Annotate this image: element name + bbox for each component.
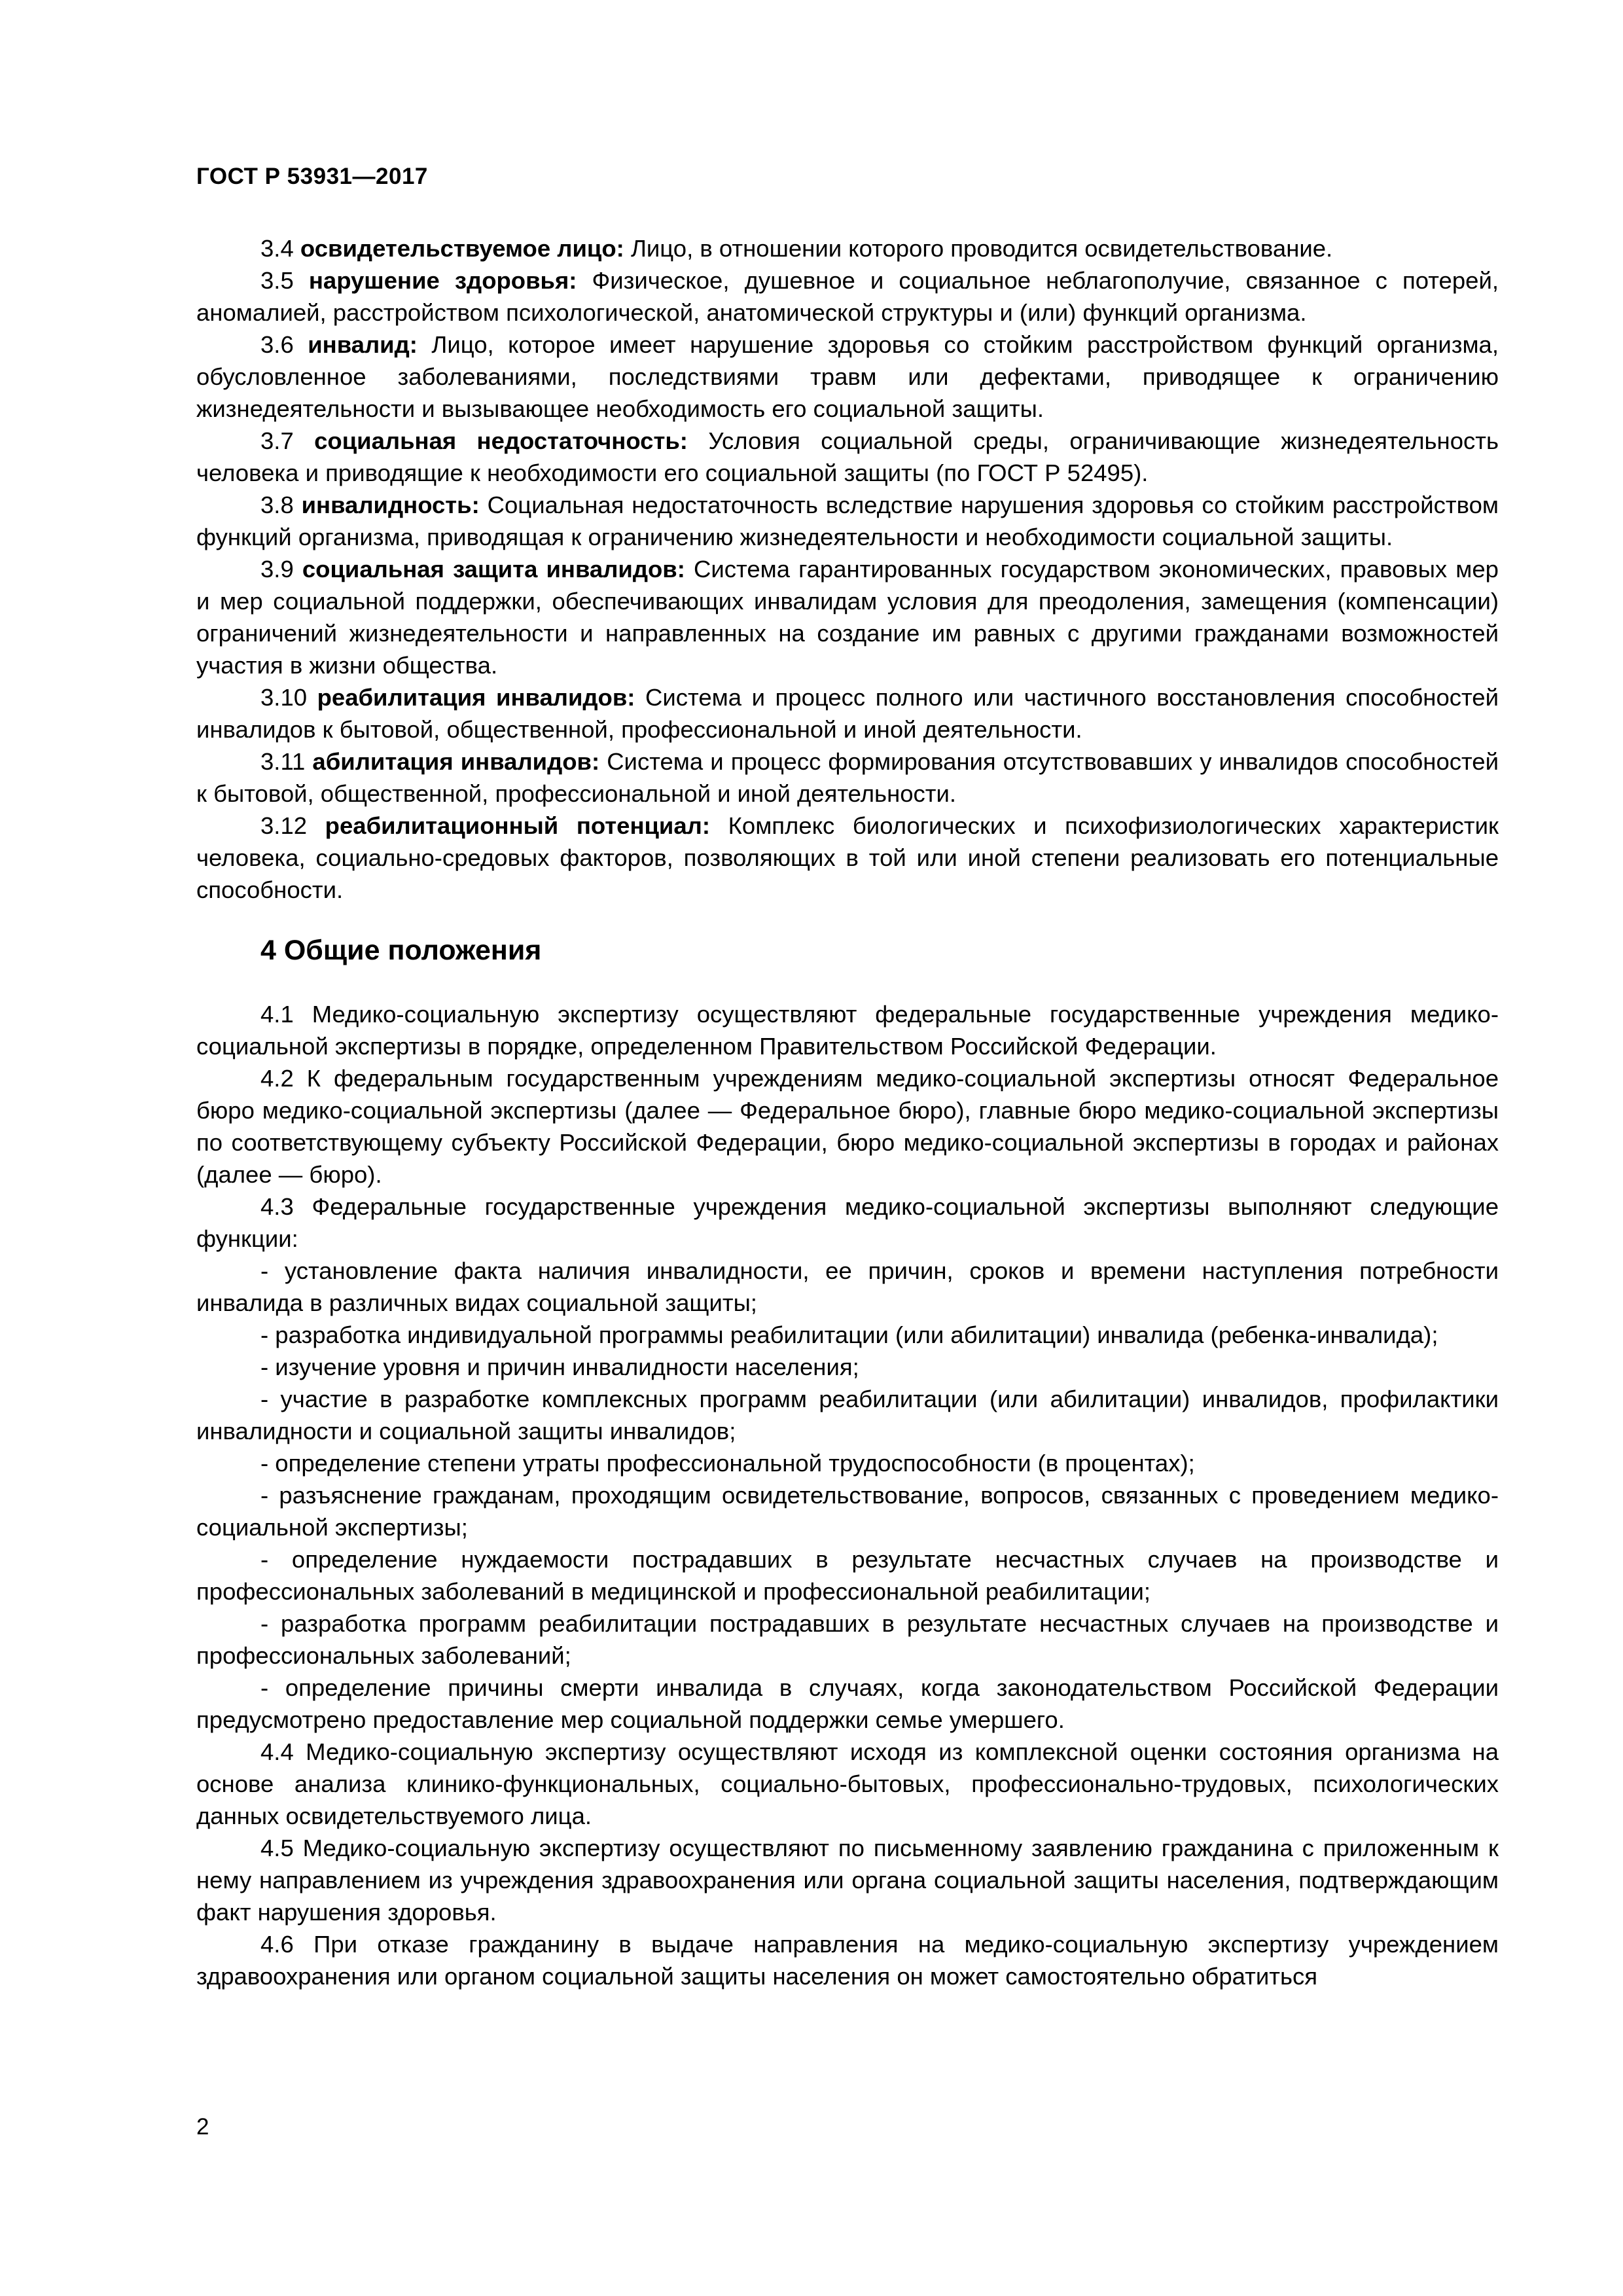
paragraph-4-4: 4.4 Медико-социальную экспертизу осуществляют исходя из комплексной оценки состояния организма на основе анализа клинико-функциональных, социально-бытовых, профессионально-трудовых, психологических данных освидетельствуемого лица. [196, 1738, 1499, 1829]
definition-text: Система и процесс полного или частичного восстановления способностей инвалидов к бытовой, общественной, профессиональной и иной деятельности. [196, 684, 1499, 743]
definition-3-11 [196, 745, 1499, 810]
definition-text: Условия социальной среды, ограничивающие жизнедеятельность человека и приводящие к необходимости его социальной защиты (по ГОСТ Р 52495). [196, 427, 1499, 486]
definition-term: реабилитационный потенциал: [325, 812, 711, 839]
definition-number: 3.10 [260, 684, 308, 711]
definition-term: освидетельствуемое лицо: [300, 235, 624, 262]
definition-text: Социальная недостаточность вследствие нарушения здоровья со стойким расстройством функций организма, приводящая к ограничению жизнедеятельности и необходимости социальной защиты. [196, 492, 1499, 550]
function-list-item: - установление факта наличия инвалидности, ее причин, сроков и времени наступления потребности инвалида в различных видах социальной защиты; [196, 1257, 1499, 1316]
definition-text: Комплекс биологических и психофизиологических характеристик человека, социально-средовых факторов, позволяющих в той или иной степени реализовать его потенциальные способности. [196, 812, 1499, 903]
definition-number: 3.6 [260, 331, 294, 358]
definition-term: социальная защита инвалидов: [302, 556, 685, 583]
definition-number: 3.12 [260, 812, 308, 839]
function-list-item: - разработка индивидуальной программы реабилитации (или абилитации) инвалида (ребенка-инвалида); [260, 1321, 1438, 1348]
function-list-item: - разъяснение гражданам, проходящим освидетельствование, вопросов, связанных с проведением медико-социальной экспертизы; [196, 1482, 1499, 1541]
definition-3-10 [196, 681, 1499, 745]
definition-3-6 [196, 329, 1499, 425]
document-body [196, 232, 1499, 1992]
paragraph-4-2: 4.2 К федеральным государственным учреждениям медико-социальной экспертизы относят Федеральное бюро медико-социальной экспертизы (далее — Федеральное бюро), главные бюро медико-социальной экспертизы по соответствующему субъекту Российской Федерации, бюро медико-социальной экспертизы в городах и районах (далее — бюро). [196, 1065, 1499, 1188]
definition-text: Система и процесс формирования отсутствовавших у инвалидов способностей к бытовой, общественной, профессиональной и иной деятельности. [196, 748, 1499, 807]
definition-text: Лицо, которое имеет нарушение здоровья со стойким расстройством функций организма, обусловленное заболеваниями, последствиями травм или дефектами, приводящее к ограничению жизнедеятельности и вызывающее необходимость его социальной защиты. [196, 331, 1499, 422]
definition-3-8 [196, 489, 1499, 553]
standard-code-header: ГОСТ Р 53931—2017 [196, 164, 428, 189]
definition-term: инвалидность: [301, 492, 480, 518]
function-list-item: - участие в разработке комплексных программ реабилитации (или абилитации) инвалидов, профилактики инвалидности и социальной защиты инвалидов; [196, 1386, 1499, 1444]
definition-3-12 [196, 810, 1499, 906]
definition-term: реабилитация инвалидов: [317, 684, 635, 711]
definition-number: 3.7 [260, 427, 294, 454]
definition-3-9 [196, 553, 1499, 681]
paragraph-4-6: 4.6 При отказе гражданину в выдаче направления на медико-социальную экспертизу учреждением здравоохранения или органом социальной защиты населения он может самостоятельно обратиться [196, 1931, 1499, 1990]
paragraph-4-1: 4.1 Медико-социальную экспертизу осуществляют федеральные государственные учреждения медико-социальной экспертизы в порядке, определенном Правительством Российской Федерации. [196, 1001, 1499, 1060]
definition-term: абилитация инвалидов: [312, 748, 600, 775]
definition-3-5 [196, 264, 1499, 329]
definition-number: 3.11 [260, 748, 306, 775]
page-number: 2 [196, 2114, 209, 2140]
definition-number: 3.8 [260, 492, 294, 518]
definition-number: 3.4 [260, 235, 294, 262]
definition-3-4 [196, 232, 1499, 264]
definition-number: 3.9 [260, 556, 294, 583]
definition-3-7 [196, 425, 1499, 489]
paragraph-4-3: 4.3 Федеральные государственные учреждения медико-социальной экспертизы выполняют следующие функции: [196, 1193, 1499, 1252]
definition-term: инвалид: [308, 331, 418, 358]
definition-term: социальная недостаточность: [314, 427, 688, 454]
definition-text: Физическое, душевное и социальное неблагополучие, связанное с потерей, аномалией, расстройством психологической, анатомической структуры и (или) функций организма. [196, 267, 1499, 326]
function-list-item: - определение степени утраты профессиональной трудоспособности (в процентах); [260, 1450, 1195, 1477]
section-4-title: 4 Общие положения [260, 935, 542, 966]
definition-number: 3.5 [260, 267, 294, 294]
function-list-item: - изучение уровня и причин инвалидности населения; [260, 1354, 859, 1380]
definition-term: нарушение здоровья: [308, 267, 577, 294]
function-list-item: - определение нуждаемости пострадавших в результате несчастных случаев на производстве и профессиональных заболеваний в медицинской и профессиональной реабилитации; [196, 1546, 1499, 1605]
definition-text: Система гарантированных государством экономических, правовых мер и мер социальной поддержки, обеспечивающих инвалидам условия для преодоления, замещения (компенсации) ограничений жизнедеятельности и направленных на создание им равных с другими гражданами возможностей участия в жизни общества. [196, 556, 1499, 679]
function-list-item: - определение причины смерти инвалида в случаях, когда законодательством Российской Федерации предусмотрено предоставление мер социальной поддержки семье умершего. [196, 1674, 1499, 1733]
paragraph-4-5: 4.5 Медико-социальную экспертизу осуществляют по письменному заявлению гражданина с приложенным к нему направлением из учреждения здравоохранения или органа социальной защиты населения, подтверждающим факт нарушения здоровья. [196, 1835, 1499, 1926]
definition-text: Лицо, в отношении которого проводится освидетельствование. [630, 235, 1333, 262]
function-list-item: - разработка программ реабилитации пострадавших в результате несчастных случаев на производстве и профессиональных заболеваний; [196, 1610, 1499, 1669]
